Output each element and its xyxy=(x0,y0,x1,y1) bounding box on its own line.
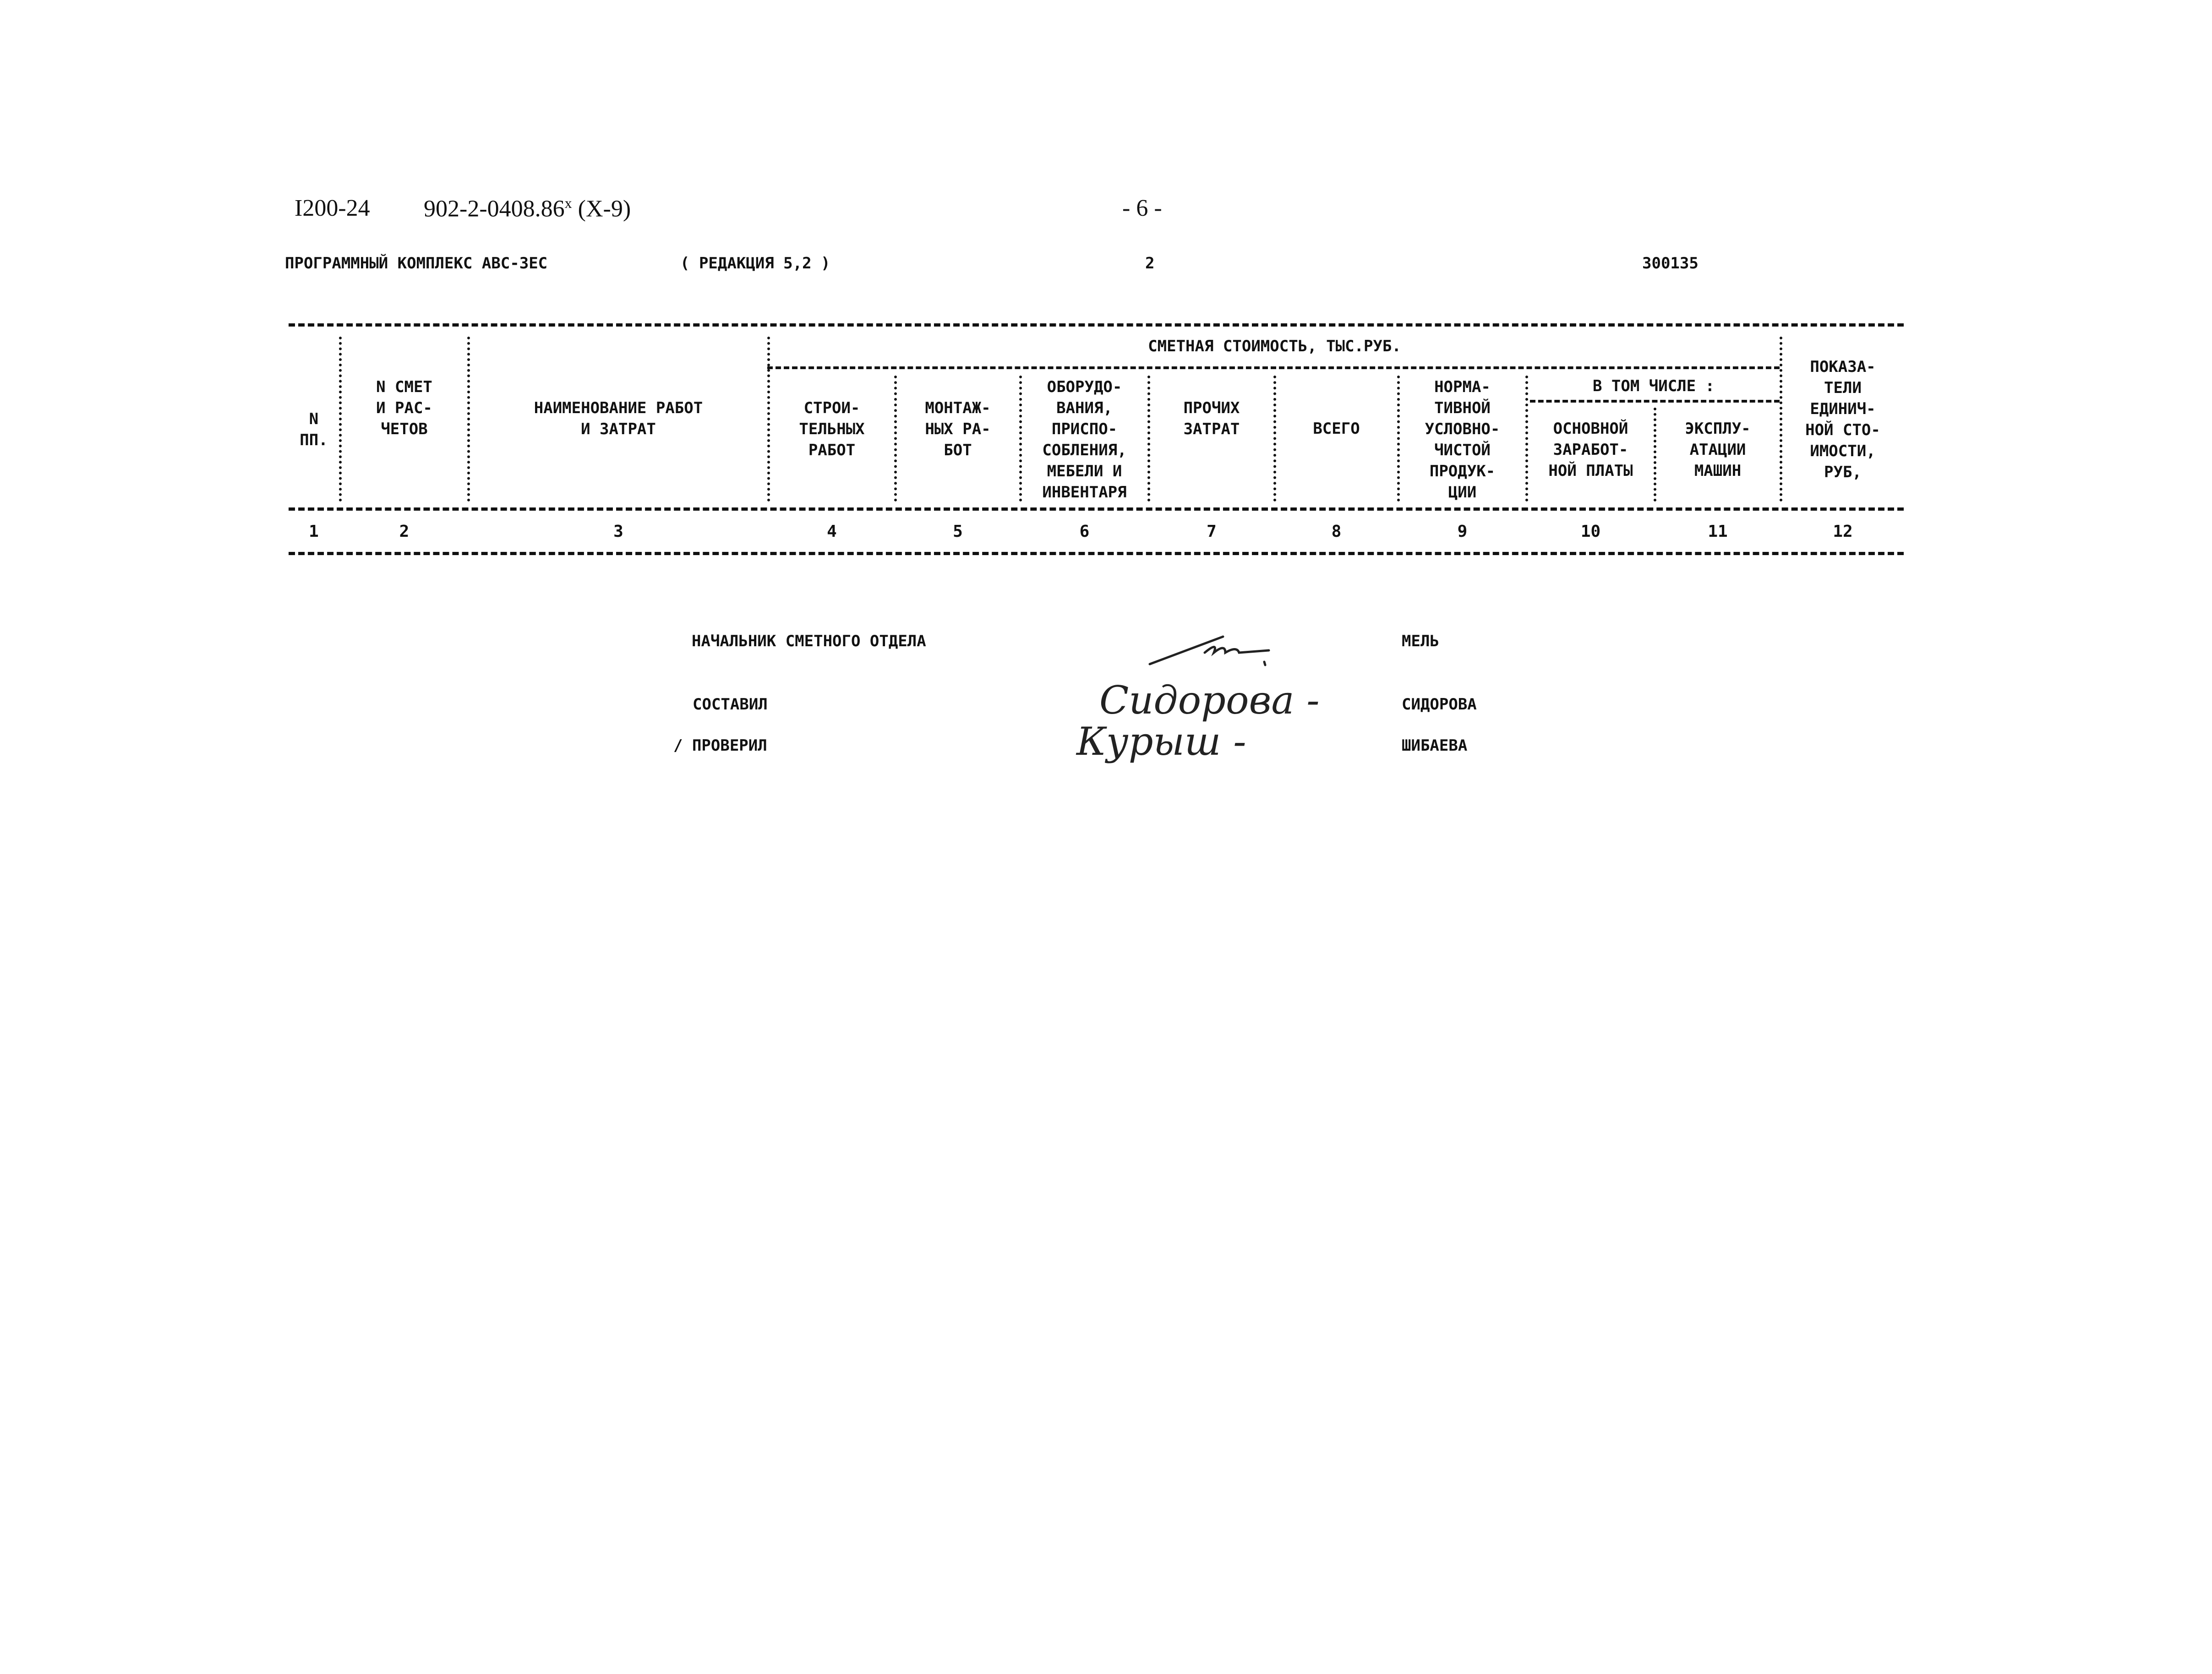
signature-role-3: / ПРОВЕРИЛ xyxy=(673,736,767,755)
group-header-underline xyxy=(767,366,1780,369)
col-number-2: 2 xyxy=(399,522,410,541)
project-code xyxy=(424,195,631,222)
project-code-main: 902-2-0408.86 xyxy=(424,196,565,222)
edition: ( РЕДАКЦИЯ 5,2 ) xyxy=(680,254,830,273)
col-header-6: ОБОРУДО- ВАНИЯ, ПРИСПО- СОБЛЕНИЯ, МЕБЕЛИ И ИНВЕНТАРЯ xyxy=(1042,378,1127,502)
col-header-5: МОНТАЖ- НЫХ РА- БОТ xyxy=(925,399,991,459)
col-number-1: 1 xyxy=(309,522,319,541)
subgroup-header-underline xyxy=(1530,400,1780,403)
sheet-number: 2 xyxy=(1145,254,1155,273)
col-number-7: 7 xyxy=(1207,522,1217,541)
col-number-12: 12 xyxy=(1833,522,1853,541)
col-number-5: 5 xyxy=(953,522,963,541)
col-number-3: 3 xyxy=(613,522,623,541)
page-number: - 6 - xyxy=(1122,195,1162,221)
signature-name-2: СИДОРОВА xyxy=(1402,695,1477,714)
project-code-suffix: (X-9) xyxy=(572,196,631,222)
numbers-bottom-border xyxy=(289,552,1904,555)
col-number-8: 8 xyxy=(1331,522,1342,541)
col-header-3: НАИМЕНОВАНИЕ РАБОТ И ЗАТРАТ xyxy=(534,399,703,438)
col-header-10: ОСНОВНОЙ ЗАРАБОТ- НОЙ ПЛАТЫ xyxy=(1548,420,1633,480)
col-number-4: 4 xyxy=(827,522,837,541)
col-number-6: 6 xyxy=(1079,522,1090,541)
col-number-11: 11 xyxy=(1708,522,1728,541)
signature-scribble-1 xyxy=(1145,627,1283,678)
subgroup-header: В ТОМ ЧИСЛЕ : xyxy=(1592,377,1715,395)
signature-role-1: НАЧАЛЬНИК СМЕТНОГО ОТДЕЛА xyxy=(692,632,926,650)
signature-handwriting-2: Сидорова - xyxy=(1099,678,1320,723)
col-number-10: 10 xyxy=(1580,522,1601,541)
doc-code: I200-24 xyxy=(295,195,370,221)
group-header: СМЕТНАЯ СТОИМОСТЬ, ТЫС.РУБ. xyxy=(1148,337,1401,355)
signature-name-1: МЕЛЬ xyxy=(1402,632,1439,650)
header-bottom-border xyxy=(289,507,1904,511)
col-header-4: СТРОИ- ТЕЛЬНЫХ РАБОТ xyxy=(799,399,865,459)
document-code: 300135 xyxy=(1642,254,1699,273)
col-header-2: N СМЕТ И РАС- ЧЕТОВ xyxy=(376,378,432,438)
col-header-12: ПОКАЗА- ТЕЛИ ЕДИНИЧ- НОЙ СТО- ИМОСТИ, РУБ, xyxy=(1805,358,1880,481)
col-header-7: ПРОЧИХ ЗАТРАТ xyxy=(1183,399,1240,438)
signature-name-3: ШИБАЕВА xyxy=(1402,736,1468,755)
col-number-9: 9 xyxy=(1457,522,1468,541)
signature-role-2: СОСТАВИЛ xyxy=(693,695,768,714)
project-code-sup: x xyxy=(564,195,572,211)
col-header-8: ВСЕГО xyxy=(1313,420,1360,438)
program-name: ПРОГРАММНЫЙ КОМПЛЕКС АВС-3ЕС xyxy=(285,254,548,273)
col-header-9: НОРМА- ТИВНОЙ УСЛОВНО- ЧИСТОЙ ПРОДУК- ЦИИ xyxy=(1425,378,1500,502)
table-top-border xyxy=(289,323,1904,327)
col-header-1: N ПП. xyxy=(300,410,328,449)
signature-handwriting-3: Курыш - xyxy=(1076,719,1246,764)
col-header-11: ЭКСПЛУ- АТАЦИИ МАШИН xyxy=(1685,420,1751,480)
